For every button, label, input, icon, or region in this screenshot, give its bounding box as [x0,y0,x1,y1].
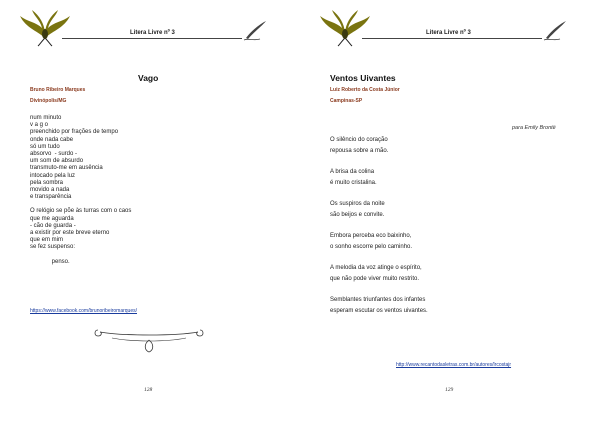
author-name: Bruno Ribeiro Marques [30,87,86,93]
poem-title: Vago [138,73,159,83]
stanza [330,263,590,285]
quill-pen-icon [242,20,268,42]
author-location: Campinas-SP [330,98,363,104]
stanza [330,135,590,157]
author-website-link[interactable]: http://www.recantodasletras.com.br/autores/lrcostajr [396,362,512,368]
poem-line: esperam escutar os ventos uivantes. [330,308,428,314]
poem-line: a existir por este breve eterno [30,230,110,237]
stanza [30,259,290,266]
poem-line: Os suspiros da noite [330,201,385,207]
poem-line: se fez suspenso: [30,244,76,251]
header-rule [362,38,542,39]
stanza [330,295,590,317]
author-name: Luiz Roberto da Costa Júnior [330,87,400,93]
page-header [10,8,292,50]
poem-line: v a g o [30,122,49,129]
poem-line: transmuto-me em ausência [30,165,103,172]
poem-line: Semblantes triunfantes dos infantes [330,297,426,303]
poem-line: O silêncio do coração [330,137,388,143]
poem-line: só um tudo [30,143,60,150]
header-rule [62,38,242,39]
poem-title: Ventos Uivantes [330,73,396,83]
page-header [310,8,592,50]
poem-body [30,115,290,273]
magazine-title: Litera Livre nº 3 [130,30,175,36]
page-number: 129 [445,387,454,393]
poem-line: A melodia da voz atinge o espírito, [330,265,422,271]
poem-line: preenchido por frações de tempo [30,129,119,136]
poem-line: pela sombra [30,179,64,186]
poem-line: que não pode viver muito restrito. [330,276,420,282]
poem-line: movido a nada [30,187,70,194]
poem-line: um som de absurdo [30,158,84,165]
magazine-title: Litera Livre nº 3 [426,30,471,36]
page-number: 128 [144,387,153,393]
author-location: Divinópolis/MG [30,98,67,104]
poem-line: que em mim [30,237,64,244]
poem-line: onde nada cabe [30,136,74,143]
scroll-ornament-icon [92,326,206,354]
winged-logo-icon [18,8,72,48]
winged-logo-icon [318,8,372,48]
stanza [330,167,590,189]
poem-body [330,135,590,327]
poem-line: é muito cristalina. [330,180,377,186]
poem-line: o sonho escorre pelo caminho. [330,244,413,250]
poem-line: penso. [30,258,70,265]
poem-line: O relógio se põe às turras com o caos [30,208,132,215]
poem-line: absorvo - surdo - [30,151,78,158]
poem-line: são beijos e convite. [330,212,385,218]
stanza [330,199,590,221]
poem-line: intocado pela luz [30,172,76,179]
stanza [30,208,290,251]
poem-line: num minuto [30,115,62,121]
poem-line: repousa sobre a mão. [330,148,389,154]
author-facebook-link[interactable]: https://www.facebook.com/brunoribeiromarques/ [30,308,137,314]
right-page [300,0,600,424]
poem-line: A brisa da colina [330,169,375,175]
poem-line: Embora perceba eco baixinho, [330,233,412,239]
poem-line: e transparência [30,194,72,201]
stanza [330,231,590,253]
poem-line: que me aguarda [30,215,74,222]
stanza [30,115,290,201]
poem-line: - cão de guarda - [30,222,76,229]
poem-dedication: para Emily Brontë [512,125,556,131]
quill-pen-icon [542,20,568,42]
